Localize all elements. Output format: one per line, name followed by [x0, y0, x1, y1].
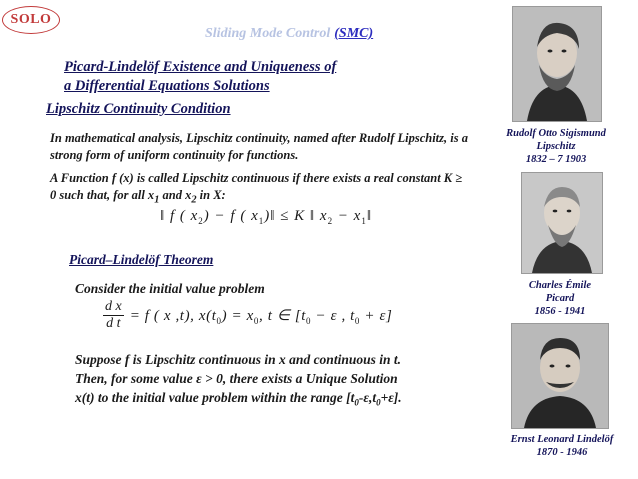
ode-rhs-b: ) = x — [221, 307, 254, 324]
ineq-part3: )‖ ≤ K ‖ x — [264, 208, 328, 224]
theorem-line2: Then, for some value ε > 0, there exists a Unique Solution — [75, 371, 398, 386]
ode-sub-c: 0 — [306, 315, 312, 326]
condition-sub2: 2 — [191, 194, 197, 206]
caption-line: 1870 - 1946 — [536, 447, 588, 458]
caption-line: Lipschitz — [536, 141, 576, 152]
portrait-lindelof-image — [512, 324, 608, 428]
page-title-line1: Picard-Lindelöf Existence and Uniqueness of — [64, 59, 337, 75]
condition-sub1: 1 — [154, 194, 160, 206]
ode-sub-d: 0 — [354, 315, 361, 326]
caption-line: 1856 - 1941 — [534, 306, 586, 317]
ineq-part2: ) − f ( x — [203, 208, 259, 224]
ode-sub-b: 0 — [253, 315, 259, 326]
ode-rhs-e: + ε] — [360, 307, 393, 324]
ineq-part1: ‖ f ( x — [160, 208, 199, 224]
picard-heading: Picard–Lindelöf Theorem — [69, 252, 214, 267]
lipschitz-definition-paragraph: In mathematical analysis, Lipschitz continuity, named after Rudolf Lipschitz, is a strong form of uniform continuity for functions. — [50, 131, 468, 162]
theorem-sub1: 0 — [354, 397, 359, 408]
caption-line: Charles Émile — [528, 280, 592, 291]
caption-line: Picard — [545, 293, 575, 304]
banner-title-text: Sliding Mode Control — [205, 26, 331, 41]
ineq-sub-d: 1 — [361, 216, 367, 226]
ineq-part4: − x — [333, 208, 362, 224]
ode-rhs-c: , t ∈ [t — [259, 307, 307, 324]
ode-sub-a: 0 — [216, 315, 222, 326]
ineq-sub-a: 2 — [198, 216, 204, 226]
caption-lindelof — [494, 433, 630, 459]
ineq-sub-c: 2 — [327, 216, 334, 226]
condition-text-b: and x — [159, 188, 192, 202]
caption-picard — [496, 279, 624, 318]
theorem-line3b: -ε,t — [358, 390, 377, 405]
caption-line: Rudolf Otto Sigismund — [506, 128, 606, 139]
caption-line: 1832 – 7 1903 — [525, 154, 587, 165]
theorem-sub2: 0 — [376, 397, 381, 408]
banner-title — [205, 26, 373, 42]
solo-badge: SOLO — [2, 6, 60, 34]
ode-rhs-a: = f ( x ,t), x(t — [129, 307, 217, 324]
condition-text-a: A Function f (x) is called Lipschitz continuous if there exists a real constant K ≥ 0 such that, for all x — [50, 171, 463, 202]
fraction-numerator: d x — [105, 299, 122, 314]
derivative-fraction — [103, 299, 124, 332]
caption-lipschitz — [492, 127, 620, 166]
caption-line: Ernst Leonard Lindelöf — [510, 434, 614, 445]
theorem-line1: Suppose f is Lipschitz continuous in x and continuous in t. — [75, 352, 401, 367]
banner-abbr: (SMC) — [334, 26, 374, 41]
theorem-line3 — [75, 388, 475, 413]
portrait-picard-image — [522, 173, 602, 273]
page-title-line2: a Differential Equations Solutions — [64, 78, 270, 94]
ode-rhs-d: − ε , t — [311, 307, 355, 324]
page-title — [64, 58, 336, 96]
portrait-lindelof — [511, 323, 609, 429]
lipschitz-inequality — [160, 208, 372, 226]
theorem-line3c: +ε]. — [380, 390, 402, 405]
condition-text-c: in X: — [196, 188, 226, 202]
initial-value-problem-equation — [103, 299, 392, 332]
portrait-picard — [521, 172, 603, 274]
ode-rhs — [130, 308, 393, 324]
consider-text: Consider the initial value problem — [75, 281, 265, 296]
portrait-lipschitz — [512, 6, 602, 122]
ineq-part5: ‖ — [366, 208, 373, 224]
lipschitz-condition-paragraph — [50, 170, 470, 209]
portrait-lipschitz-image — [513, 7, 601, 121]
fraction-denominator: d t — [106, 316, 121, 331]
theorem-statement — [75, 350, 475, 413]
ineq-sub-b: 1 — [258, 216, 265, 226]
theorem-line3a: x(t) to the initial value problem within the range [t — [75, 390, 355, 405]
lipschitz-heading: Lipschitz Continuity Condition — [46, 101, 231, 117]
